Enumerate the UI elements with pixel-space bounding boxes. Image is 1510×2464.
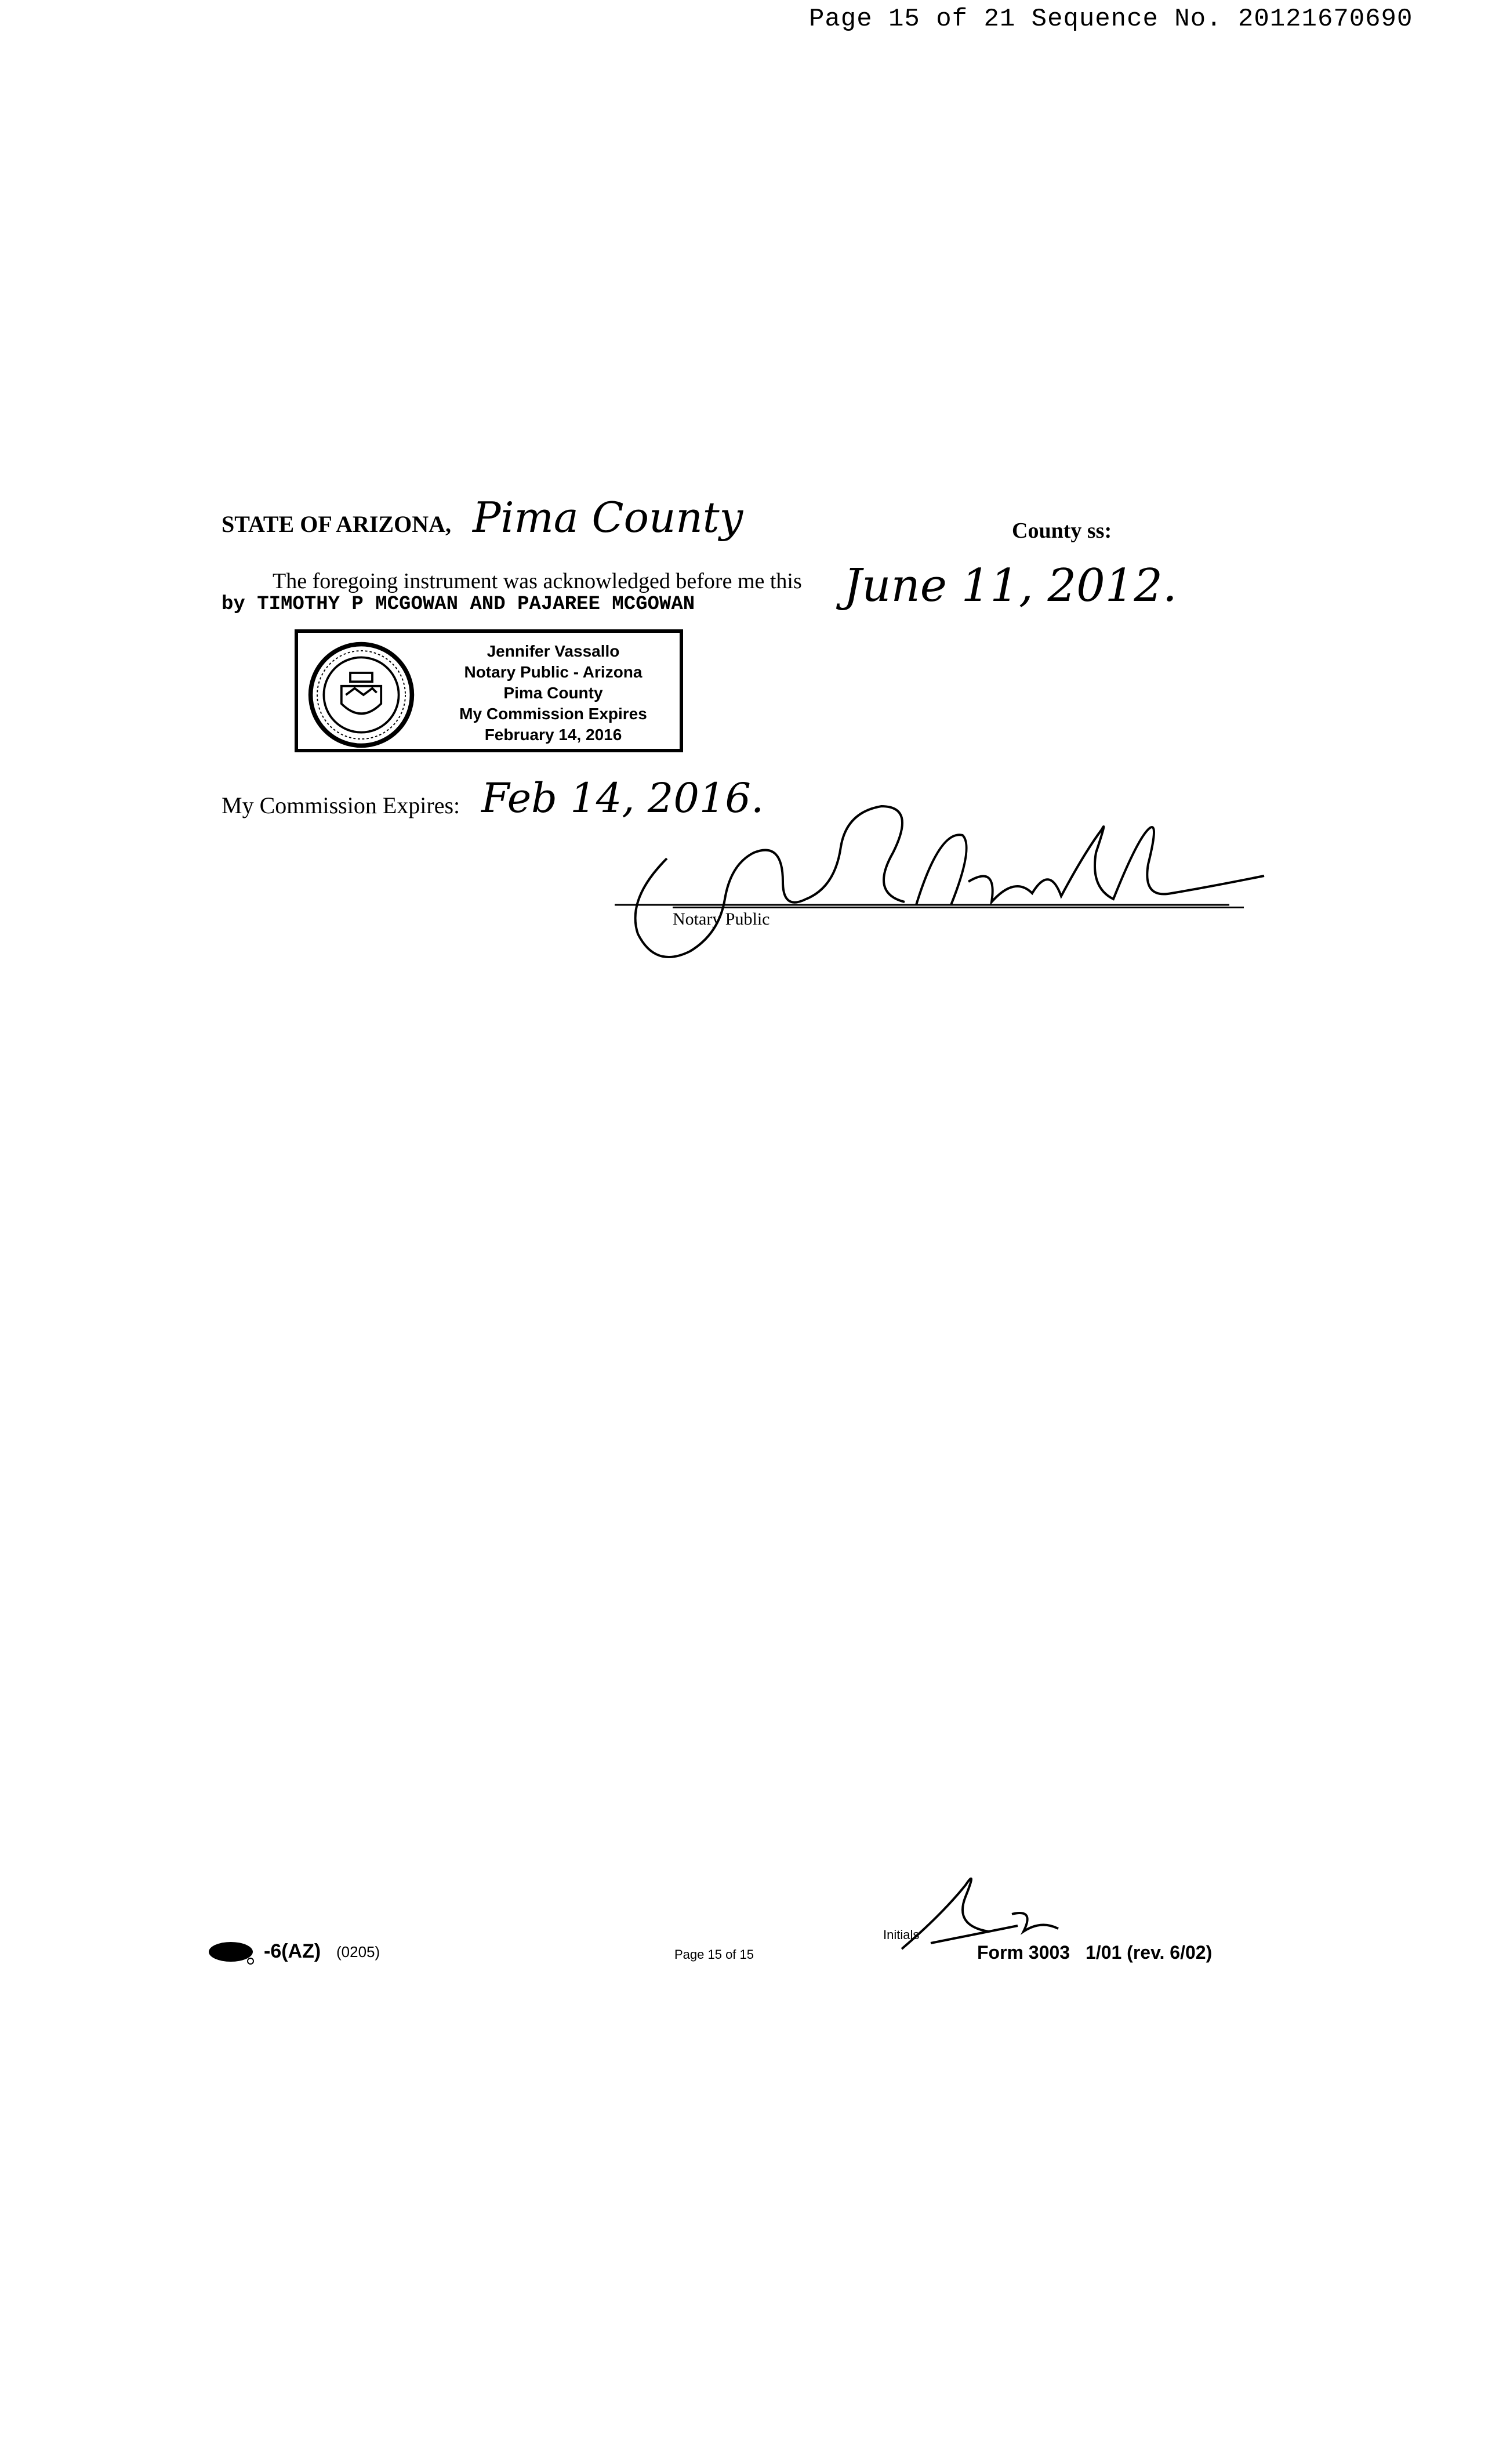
stamp-notary-name: Jennifer Vassallo xyxy=(487,642,620,660)
initials-label: Initials xyxy=(883,1927,920,1942)
footer-page-number: Page 15 of 15 xyxy=(674,1947,754,1962)
signers-line: by TIMOTHY P MCGOWAN AND PAJAREE MCGOWAN xyxy=(222,593,695,615)
form-revision: 1/01 (rev. 6/02) xyxy=(1086,1942,1213,1963)
stamp-commission-label: My Commission Expires xyxy=(459,705,647,723)
county-ss-label: County ss: xyxy=(1012,519,1112,543)
notary-signature xyxy=(591,795,1276,998)
stamp-commission-date: February 14, 2016 xyxy=(484,726,622,744)
acknowledgment-text: The foregoing instrument was acknowledged before me this xyxy=(273,569,802,593)
vmp-logo-icon xyxy=(208,1940,260,1965)
notary-public-label: Notary Public xyxy=(673,909,770,929)
stamp-text-block xyxy=(431,641,675,745)
state-label: STATE OF ARIZONA, xyxy=(222,511,451,537)
stamp-notary-title: Notary Public - Arizona xyxy=(464,663,643,681)
county-handwritten: Pima County xyxy=(473,493,743,542)
form-number: Form 3003 xyxy=(977,1942,1070,1963)
commission-date-handwritten: Feb 14, 2016. xyxy=(481,774,764,822)
form-code-small: (0205) xyxy=(336,1943,380,1961)
form-code: -6(AZ) xyxy=(264,1940,321,1962)
acknowledgment-date-handwritten: June 11, 2012. xyxy=(844,560,1177,612)
page-sequence-header: Page 15 of 21 Sequence No. 20121670690 xyxy=(809,5,1413,34)
notary-signature-line xyxy=(673,907,1244,908)
stamp-county: Pima County xyxy=(503,684,603,702)
notary-stamp xyxy=(295,629,683,752)
state-seal-icon xyxy=(306,640,416,750)
commission-expires-label: My Commission Expires: xyxy=(222,792,460,818)
